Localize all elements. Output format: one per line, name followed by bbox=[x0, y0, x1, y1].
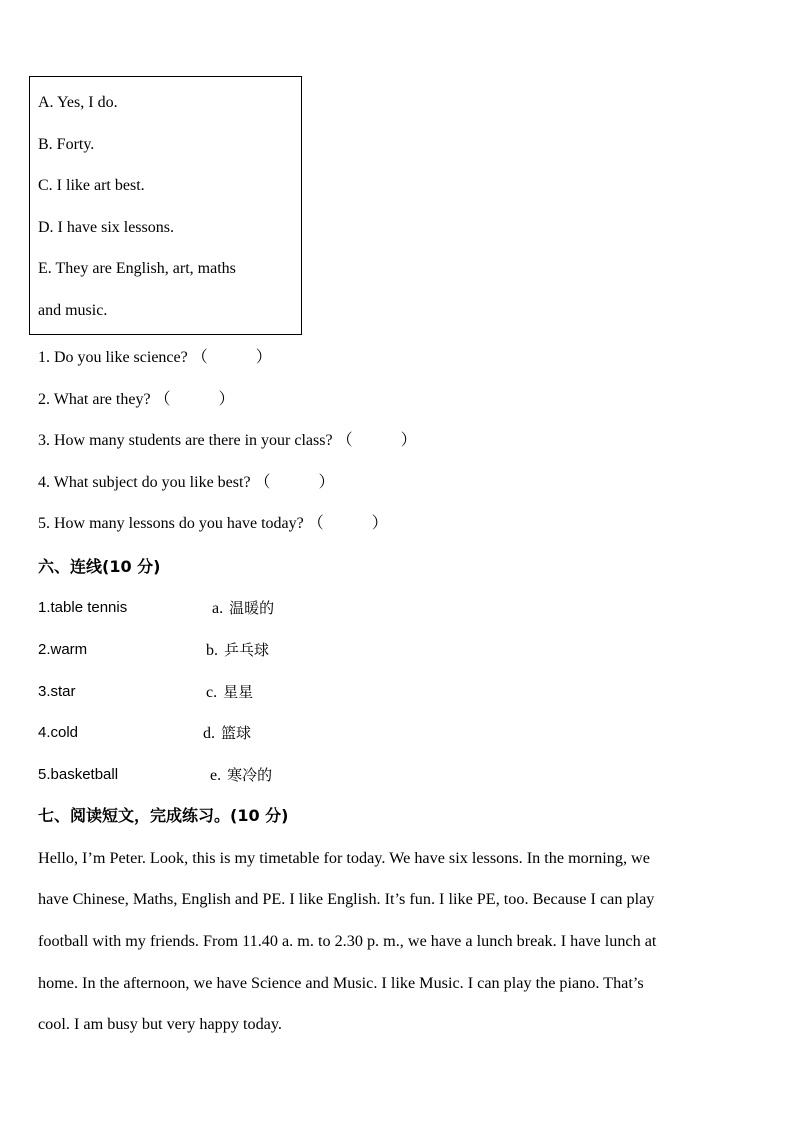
answer-blank[interactable]: （ ） bbox=[254, 474, 335, 491]
passage-line-5: cool. I am busy but very happy today. bbox=[38, 1015, 282, 1033]
match-letter: b. bbox=[206, 642, 218, 659]
match-letter: a. bbox=[212, 600, 224, 617]
answer-blank[interactable]: （ ） bbox=[154, 391, 235, 408]
question-text: 2. What are they? bbox=[38, 391, 151, 408]
match-left-5: 5.basketball bbox=[38, 766, 119, 783]
question-2 bbox=[38, 390, 235, 410]
question-text: 1. Do you like science? bbox=[38, 349, 188, 366]
section-6-heading: 六、连线(10 分) bbox=[38, 557, 161, 576]
match-right-a bbox=[212, 598, 274, 619]
match-left-1: 1.table tennis bbox=[38, 599, 128, 616]
match-right-b bbox=[206, 640, 269, 661]
match-right-e bbox=[210, 765, 272, 786]
passage-line-1: Hello, I’m Peter. Look, this is my timetable for today. We have six lessons. In the morning, we bbox=[38, 849, 650, 867]
option-e: E. They are English, art, maths bbox=[38, 260, 236, 277]
match-letter: d. bbox=[203, 725, 215, 742]
match-right-c bbox=[206, 682, 253, 703]
answer-options-box bbox=[29, 76, 302, 335]
match-chinese: 星星 bbox=[223, 683, 254, 701]
section-7-heading: 七、阅读短文，完成练习。(10 分) bbox=[38, 806, 289, 825]
match-chinese: 寒冷的 bbox=[227, 766, 273, 784]
question-3 bbox=[38, 431, 417, 451]
match-left-4: 4.cold bbox=[38, 724, 79, 741]
option-b: B. Forty. bbox=[38, 136, 95, 153]
question-text: 3. How many students are there in your class? bbox=[38, 432, 333, 449]
passage-line-4: home. In the afternoon, we have Science and Music. I like Music. I can play the piano. That’s bbox=[38, 974, 644, 992]
option-e-continued: and music. bbox=[38, 302, 108, 319]
question-text: 4. What subject do you like best? bbox=[38, 474, 251, 491]
match-right-d bbox=[203, 723, 251, 744]
match-chinese: 篮球 bbox=[221, 724, 252, 742]
match-left-2: 2.warm bbox=[38, 641, 88, 658]
question-text: 5. How many lessons do you have today? bbox=[38, 515, 304, 532]
question-5 bbox=[38, 514, 388, 534]
question-4 bbox=[38, 473, 335, 493]
answer-blank[interactable]: （ ） bbox=[191, 349, 272, 366]
match-chinese: 乒乓球 bbox=[224, 641, 270, 659]
answer-blank[interactable]: （ ） bbox=[307, 515, 388, 532]
match-letter: c. bbox=[206, 684, 218, 701]
match-left-3: 3.star bbox=[38, 683, 76, 700]
passage-line-3: football with my friends. From 11.40 a. m. to 2.30 p. m., we have a lunch break. I have lunch at bbox=[38, 932, 657, 950]
option-c: C. I like art best. bbox=[38, 177, 145, 194]
question-1 bbox=[38, 348, 272, 368]
option-d: D. I have six lessons. bbox=[38, 219, 174, 236]
match-letter: e. bbox=[210, 767, 222, 784]
match-chinese: 温暖的 bbox=[229, 599, 275, 617]
passage-line-2: have Chinese, Maths, English and PE. I like English. It’s fun. I like PE, too. Because I can play bbox=[38, 890, 655, 908]
option-a: A. Yes, I do. bbox=[38, 94, 118, 111]
answer-blank[interactable]: （ ） bbox=[336, 432, 417, 449]
